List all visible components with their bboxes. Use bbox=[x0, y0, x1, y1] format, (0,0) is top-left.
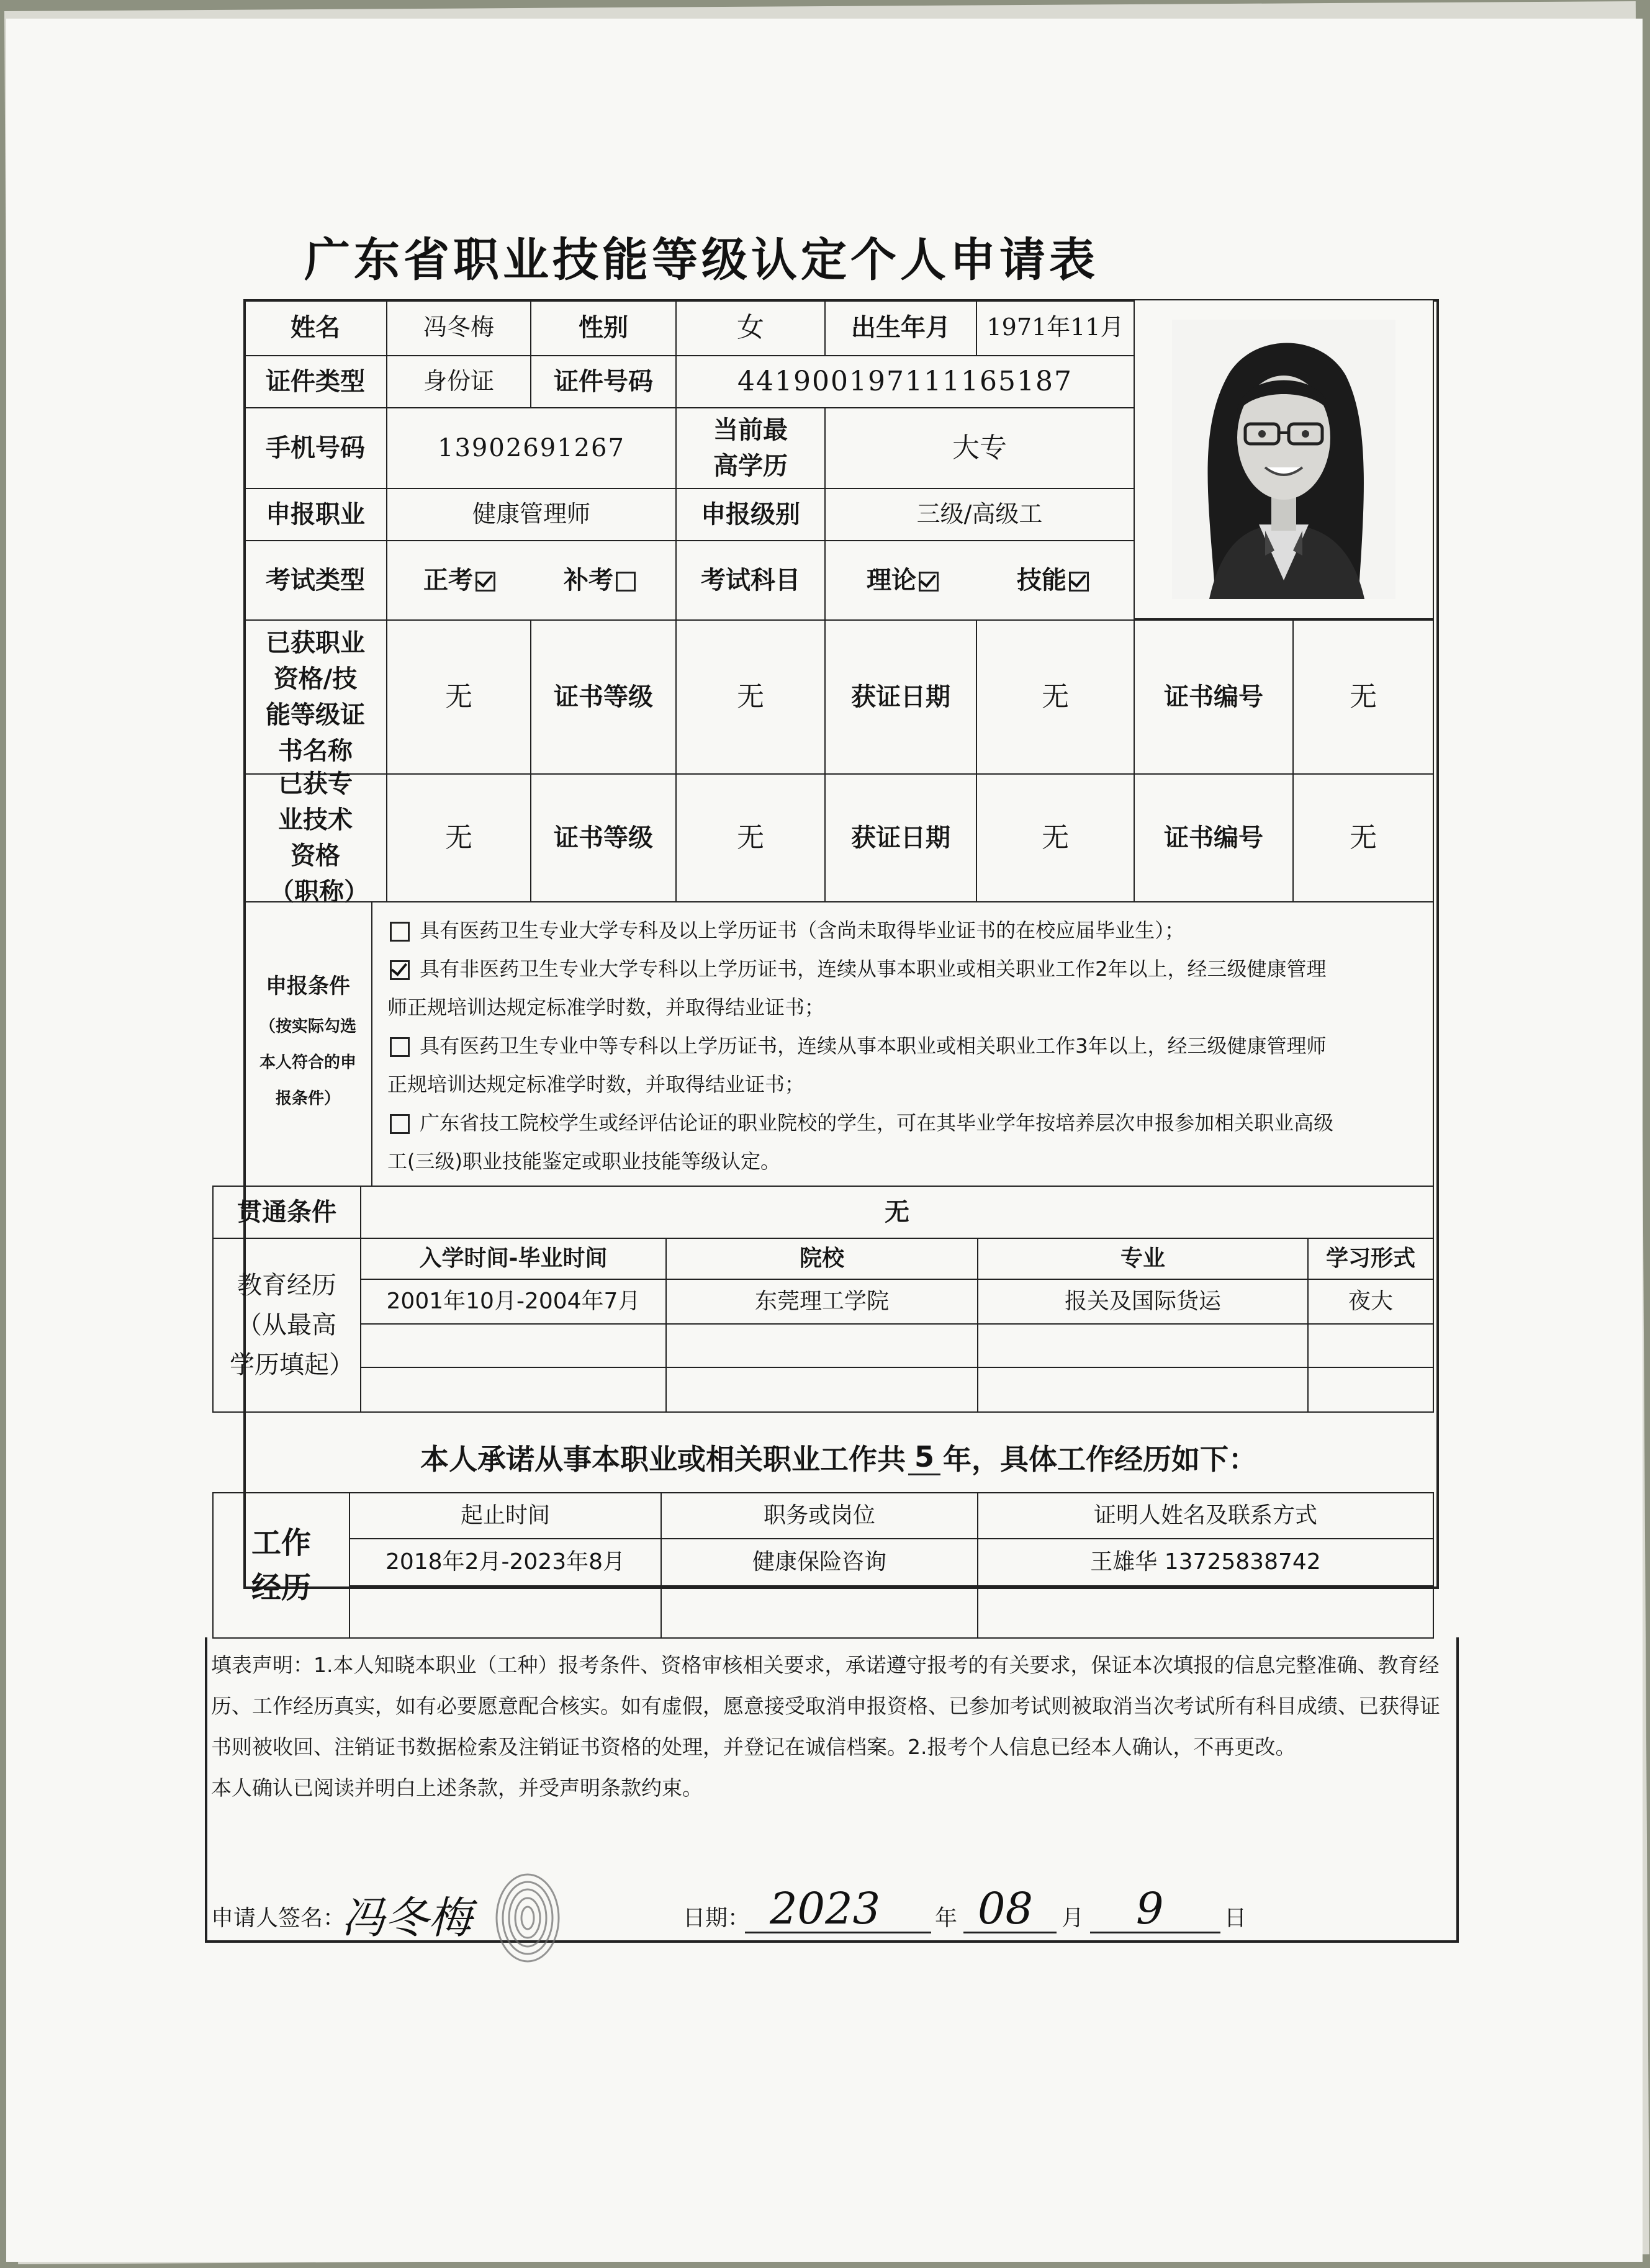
cert1-date: 无 bbox=[976, 619, 1135, 775]
edu-header-period: 入学时间-毕业时间 bbox=[360, 1238, 667, 1280]
cert2-date-label: 获证日期 bbox=[824, 773, 977, 902]
month-unit: 月 bbox=[1062, 1906, 1084, 1931]
cert1-date-label: 获证日期 bbox=[824, 619, 977, 775]
cert1-label: 已获职业资格/技能等级证书名称 bbox=[243, 619, 387, 775]
exam-regular-label: 正考 bbox=[423, 566, 473, 595]
exam-subject-options bbox=[824, 540, 1135, 621]
condition-4-checkbox[interactable] bbox=[390, 1114, 410, 1134]
edu-empty-cell bbox=[665, 1367, 978, 1413]
edu-header-mode: 学习形式 bbox=[1307, 1238, 1434, 1280]
date-month-handwriting: 08 bbox=[978, 1883, 1034, 1934]
idno-value: 441900197111165187 bbox=[675, 355, 1135, 408]
edu-value: 大专 bbox=[824, 407, 1135, 489]
edu-header-school: 院校 bbox=[665, 1238, 978, 1280]
job-label: 申报职业 bbox=[243, 488, 387, 541]
exam-type-options bbox=[386, 540, 677, 621]
promise-text-after: 年，具体工作经历如下： bbox=[943, 1442, 1257, 1476]
photo-cell bbox=[1134, 299, 1434, 619]
cert1-name: 无 bbox=[386, 619, 531, 775]
work-row-period: 2018年2月-2023年8月 bbox=[349, 1538, 662, 1586]
skill-label: 技能 bbox=[1017, 566, 1066, 595]
work-header-referee: 证明人姓名及联系方式 bbox=[977, 1492, 1434, 1539]
through-value: 无 bbox=[360, 1186, 1434, 1239]
gender-value: 女 bbox=[675, 299, 826, 356]
condition-4-line-1: 广东省技工院校学生或经评估论证的职业院校的学生，可在其毕业学年按培养层次申报参加相关职业高级 bbox=[420, 1111, 1334, 1135]
signature-row bbox=[211, 1883, 1446, 1943]
theory-label: 理论 bbox=[867, 566, 916, 595]
work-label: 工作经历 bbox=[212, 1492, 350, 1639]
edu-empty-cell bbox=[360, 1323, 667, 1368]
sign-label: 申请人签名： bbox=[211, 1906, 346, 1931]
cert1-no-label: 证书编号 bbox=[1134, 619, 1294, 775]
cert1-grade: 无 bbox=[675, 619, 826, 775]
date-label: 日期： bbox=[683, 1906, 751, 1931]
work-row-referee: 王雄华 13725838742 bbox=[977, 1538, 1434, 1586]
edu-empty-cell bbox=[1307, 1367, 1434, 1413]
exam-makeup-option[interactable] bbox=[564, 562, 639, 598]
level-label: 申报级别 bbox=[675, 488, 826, 541]
condition-item[interactable] bbox=[387, 1027, 1327, 1065]
edu-empty-cell bbox=[665, 1323, 978, 1368]
regular-checkbox[interactable] bbox=[476, 572, 495, 592]
condition-1-line-1: 具有医药卫生专业大学专科及以上学历证书（含尚未取得毕业证书的在校应届毕业生）； bbox=[420, 919, 1185, 942]
edu-row-period: 2001年10月-2004年7月 bbox=[360, 1279, 667, 1325]
cert2-name: 无 bbox=[386, 773, 531, 902]
condition-item[interactable] bbox=[387, 950, 1327, 988]
conditions-label: 申报条件 bbox=[266, 974, 350, 999]
name-label: 姓名 bbox=[243, 299, 387, 356]
conditions-list bbox=[371, 901, 1434, 1187]
cert2-grade-label: 证书等级 bbox=[530, 773, 677, 902]
date-year-handwriting: 2023 bbox=[770, 1883, 881, 1934]
makeup-checkbox[interactable] bbox=[616, 572, 636, 592]
cert1-grade-label: 证书等级 bbox=[530, 619, 677, 775]
edu-row-school: 东莞理工学院 bbox=[665, 1279, 978, 1325]
through-label: 贯通条件 bbox=[212, 1186, 361, 1239]
declaration-paragraph-1: 填表声明：1.本人知晓本职业（工种）报考条件、资格审核相关要求，承诺遵守报考的有关要求，保证本次填报的信息完整准确、教育经历、工作经历真实，如有必要愿意配合核实。如有虚假，愿意接受取消申报资格、已参加考试则被取消当次考试所有科目成绩、已获得证书则被收回、注销证书数据检索及注销证书资格的处理，并登记在诚信档案。2.报考个人信息已经本人确认，不再更改。 bbox=[211, 1653, 1440, 1759]
edu-row-major: 报关及国际货运 bbox=[977, 1279, 1309, 1325]
declaration bbox=[211, 1645, 1446, 1809]
cert2-date: 无 bbox=[976, 773, 1135, 902]
cert2-label: 已获专业技术资格（职称） bbox=[243, 773, 387, 902]
theory-checkbox[interactable] bbox=[919, 572, 939, 592]
edu-empty-cell bbox=[1307, 1323, 1434, 1368]
cert2-grade: 无 bbox=[675, 773, 826, 902]
theory-option[interactable] bbox=[867, 562, 942, 598]
form-title: 广东省职业技能等级认定个人申请表 bbox=[304, 233, 1099, 287]
work-empty-cell bbox=[660, 1585, 978, 1639]
idtype-value: 身份证 bbox=[386, 355, 531, 408]
work-header-period: 起止时间 bbox=[349, 1492, 662, 1539]
condition-item[interactable] bbox=[387, 1104, 1333, 1142]
condition-2-checkbox[interactable] bbox=[390, 960, 410, 980]
cert2-no-label: 证书编号 bbox=[1134, 773, 1294, 902]
idno-label: 证件号码 bbox=[530, 355, 677, 408]
condition-2-line-2: 师正规培训达规定标准学时数，并取得结业证书； bbox=[387, 996, 825, 1019]
condition-1-checkbox[interactable] bbox=[390, 922, 410, 942]
birth-value: 1971年11月 bbox=[976, 299, 1135, 356]
condition-3-line-1: 具有医药卫生专业中等专科以上学历证书，连续从事本职业或相关职业工作3年以上，经三级健康管理师 bbox=[420, 1034, 1327, 1058]
condition-3-line-2: 正规培训达规定标准学时数，并取得结业证书； bbox=[387, 1073, 805, 1096]
phone-value: 13902691267 bbox=[386, 407, 677, 489]
work-empty-cell bbox=[977, 1585, 1434, 1639]
idtype-label: 证件类型 bbox=[243, 355, 387, 408]
conditions-note: （按实际勾选本人符合的申报条件） bbox=[259, 1017, 357, 1108]
promise-years: 5 bbox=[908, 1440, 940, 1475]
edu-header-major: 专业 bbox=[977, 1238, 1309, 1280]
skill-option[interactable] bbox=[1017, 562, 1093, 598]
exam-makeup-label: 补考 bbox=[564, 566, 613, 595]
fingerprint-mark bbox=[490, 1868, 565, 1968]
condition-3-checkbox[interactable] bbox=[390, 1037, 410, 1057]
condition-4-line-2: 工(三级)职业技能鉴定或职业技能等级认定。 bbox=[387, 1150, 780, 1173]
gender-label: 性别 bbox=[530, 299, 677, 356]
year-unit: 年 bbox=[935, 1906, 958, 1931]
skill-checkbox[interactable] bbox=[1069, 572, 1089, 592]
cert1-no: 无 bbox=[1292, 619, 1434, 775]
job-value: 健康管理师 bbox=[386, 488, 677, 541]
edu-empty-cell bbox=[360, 1367, 667, 1413]
edu-empty-cell bbox=[977, 1367, 1309, 1413]
declaration-paragraph-2: 本人确认已阅读并明白上述条款，并受声明条款约束。 bbox=[211, 1776, 703, 1800]
name-value: 冯冬梅 bbox=[386, 299, 531, 356]
phone-label: 手机号码 bbox=[243, 407, 387, 489]
work-header-position: 职务或岗位 bbox=[660, 1492, 978, 1539]
signature-handwriting: 冯冬梅 bbox=[341, 1892, 472, 1943]
exam-subject-label: 考试科目 bbox=[675, 540, 826, 621]
promise-text-before: 本人承诺从事本职业或相关职业工作共 bbox=[420, 1442, 906, 1476]
birth-label: 出生年月 bbox=[824, 299, 977, 356]
date-day-handwriting: 9 bbox=[1136, 1883, 1164, 1934]
exam-regular-option[interactable] bbox=[423, 562, 499, 598]
conditions-label-cell bbox=[243, 901, 372, 1187]
condition-2-line-1: 具有非医药卫生专业大学专科以上学历证书，连续从事本职业或相关职业工作2年以上，经三级健康管理 bbox=[420, 957, 1327, 981]
work-empty-cell bbox=[349, 1585, 662, 1639]
edu-empty-cell bbox=[977, 1323, 1309, 1368]
day-unit: 日 bbox=[1224, 1906, 1247, 1931]
level-value: 三级/高级工 bbox=[824, 488, 1135, 541]
work-row-position: 健康保险咨询 bbox=[660, 1538, 978, 1586]
education-label: 教育经历（从最高学历填起） bbox=[212, 1238, 361, 1413]
applicant-photo bbox=[1172, 320, 1395, 599]
exam-type-label: 考试类型 bbox=[243, 540, 387, 621]
edu-label: 当前最高学历 bbox=[675, 407, 826, 489]
condition-item[interactable] bbox=[387, 911, 1184, 950]
edu-row-mode: 夜大 bbox=[1307, 1279, 1434, 1325]
work-promise bbox=[243, 1421, 1434, 1493]
cert2-no: 无 bbox=[1292, 773, 1434, 902]
